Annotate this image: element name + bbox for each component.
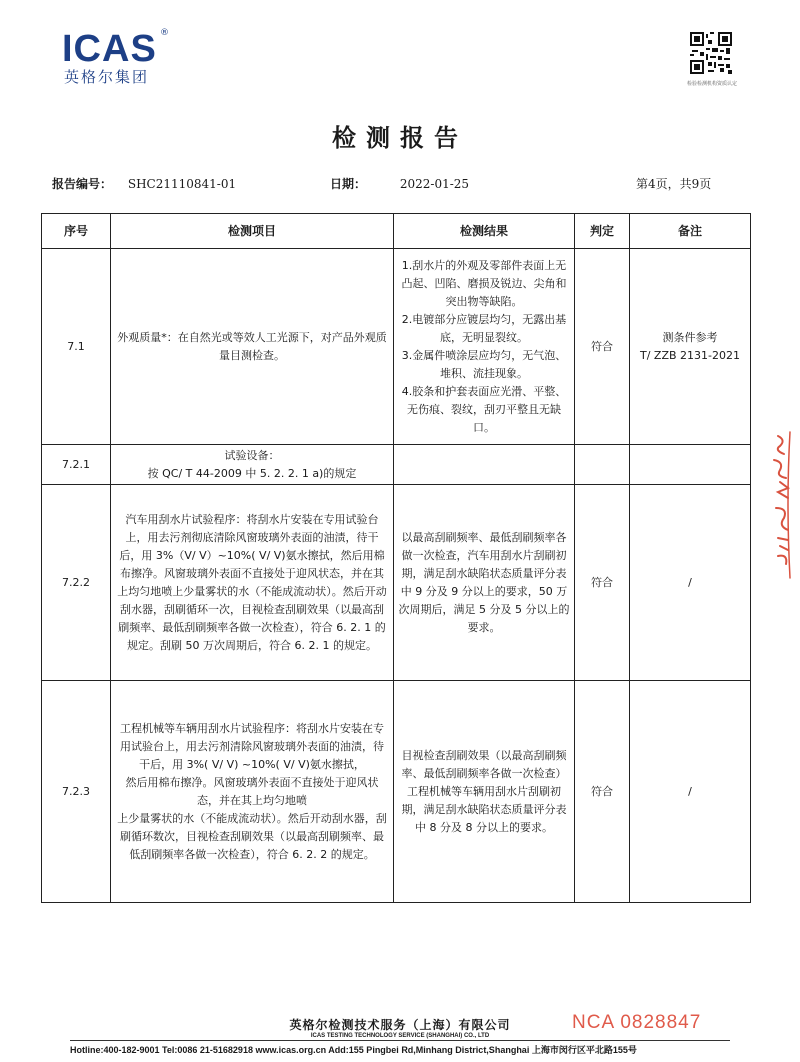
cell-note xyxy=(630,445,751,485)
header-item: 检测项目 xyxy=(111,214,394,249)
table-row xyxy=(42,485,751,681)
cell-result: 目视检查刮刷效果（以最高刮刷频率、最低刮刷频率各做一次检查）工程机械等车辆用刮水片刮刷初期，满足刮水缺陷状态质量评分表中 8 分及 8 分以上的要求。 xyxy=(394,681,575,903)
cell-verdict: 符合 xyxy=(575,485,630,681)
cell-item: 工程机械等车辆用刮水片试验程序：将刮水片安装在专用试验台上，用去污剂清除风窗玻璃外表面的油渍，待干后，用 3%( V/ V) ~10%( V/ V)氨水擦拭， 然后用棉布擦净。风窗玻璃外表面不直接处于迎风状态，并在其上均匀地喷 上少量雾状的水（不能成流动状）。然后开动刮水器，刮刷循环数次，目视检查刮刷效果（以最高刮刷频率、最低刮刷频率各做一次检查），符合 6. 2. 2 的规定。 xyxy=(111,681,394,903)
cell-result: 以最高刮刷频率、最低刮刷频率各做一次检查，汽车用刮水片刮刷初期，满足刮水缺陷状态质量评分表中 9 分及 9 分以上的要求，50 万次周期后，满足 5 分及 5 分以上的要求。 xyxy=(394,485,575,681)
cell-no: 7.1 xyxy=(42,249,111,445)
cell-no: 7.2.2 xyxy=(42,485,111,681)
table-row xyxy=(42,681,751,903)
serial-number: NCA 0828847 xyxy=(572,1012,702,1033)
cell-no: 7.2.3 xyxy=(42,681,111,903)
footer-divider xyxy=(70,1040,730,1041)
table-row xyxy=(42,249,751,445)
table-header-row xyxy=(42,214,751,249)
header-note: 备注 xyxy=(630,214,751,249)
table-row xyxy=(42,445,751,485)
cell-verdict: 符合 xyxy=(575,681,630,903)
cell-item: 试验设备： 按 QC/ T 44-2009 中 5. 2. 2. 1 a)的规定 xyxy=(111,445,394,485)
report-title: 检测报告 xyxy=(332,123,468,152)
report-number: SHC21110841-01 xyxy=(127,177,237,191)
header-no: 序号 xyxy=(42,214,111,249)
report-date: 2022-01-25 xyxy=(399,177,470,191)
footer-contact-info: Hotline:400-182-9001 Tel:0086 21-51682918 www.icas.org.cn Add:155 Pingbei Rd,Minhang District,Shanghai 上海市闵行区平北路155号 xyxy=(70,1045,637,1055)
footer-company-english: ICAS TESTING TECHNOLOGY SERVICE (SHANGHAI) CO., LTD xyxy=(310,1033,490,1039)
test-results-table xyxy=(41,213,751,903)
header-result: 检测结果 xyxy=(394,214,575,249)
report-number-label: 报告编号： xyxy=(52,177,113,191)
official-seal-stamp xyxy=(760,430,794,580)
page-number: 第4页，共9页 xyxy=(636,177,712,191)
report-date-block xyxy=(330,175,469,192)
cell-result: 1.刮水片的外观及零部件表面上无凸起、凹陷、磨损及锐边、尖角和突出物等缺陷。 2.电镀部分应镀层均匀，无露出基底，无明显裂纹。 3.金属件喷涂层应均匀，无气泡、堆积、流挂现象。 4.胶条和护套表面应光滑、平整、无伤痕、裂纹，刮刃平整且无缺口。 xyxy=(394,249,575,445)
cell-note: 测条件参考 T/ ZZB 2131-2021 xyxy=(630,249,751,445)
qr-code-icon xyxy=(690,32,732,74)
cell-result xyxy=(394,445,575,485)
qr-caption: 检验检测机构资质认定 xyxy=(686,81,737,87)
report-number-block xyxy=(52,175,236,192)
report-date-label: 日期： xyxy=(330,177,367,191)
brand-logo-text: ICAS xyxy=(62,28,157,70)
cell-no: 7.2.1 xyxy=(42,445,111,485)
cell-note: / xyxy=(630,485,751,681)
cell-note: / xyxy=(630,681,751,903)
brand-logo-chinese: 英格尔集团 xyxy=(64,68,150,86)
footer-company-name: 英格尔检测技术服务（上海）有限公司 xyxy=(289,1018,511,1032)
cell-verdict: 符合 xyxy=(575,249,630,445)
registered-mark: ® xyxy=(160,28,169,38)
header-verdict: 判定 xyxy=(575,214,630,249)
cell-verdict xyxy=(575,445,630,485)
cell-item: 外观质量*：在自然光或等效人工光源下，对产品外观质量目测检查。 xyxy=(111,249,394,445)
cell-item: 汽车用刮水片试验程序：将刮水片安装在专用试验台上，用去污剂彻底清除风窗玻璃外表面的油渍，待干后，用 3%（V/ V）~10%( V/ V)氨水擦拭，然后用棉布擦净。风窗玻璃外表面不直接处于迎风状态，并在其上均匀地喷上少量雾状的水（不能成流动状）。然后开动刮水器，刮刷循环一次，目视检查刮刷效果（以最高刮刷频率、最低刮刷频率各做一次检查），符合 6. 2. 1 的规定。刮刷 50 万次周期后，符合 6. 2. 1 的规定。 xyxy=(111,485,394,681)
